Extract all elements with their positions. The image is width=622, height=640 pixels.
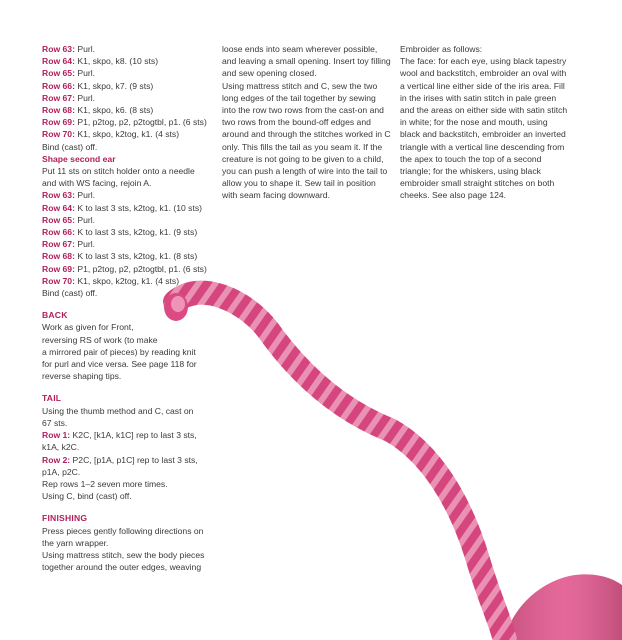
row-line: Row 67: Purl. [42,92,96,103]
row-line: Row 69: P1, p2tog, p2, p2togtbl, p1. (6 sts) [42,263,207,274]
column3-line: The face: for each eye, using black tapestry [400,56,567,67]
column-1 [42,43,214,573]
column2-line: long edges of the tail together by sewing [222,92,376,103]
row-line: Bind (cast) off. [42,288,98,299]
back-line: Work as given for Front, [42,322,134,333]
column-2 [222,43,394,202]
column2-line: and leaving a small opening. Insert toy filling [222,56,391,67]
tail-line: p1A, p2C. [42,466,81,477]
column2-line: Using mattress stitch and C, sew the two [222,80,378,91]
column3-line: a vertical line either side of the iris area. Fill [400,80,565,91]
tail-heading: TAIL [42,393,62,404]
row-line: Row 70: K1, skpo, k2tog, k1. (4 sts) [42,129,180,140]
column3-line: wool and backstitch, embroider an oval with [400,68,567,79]
column2-line: into the row two rows from the cast-on and [222,105,384,116]
column3-line: the apex to touch the top of a second [400,153,542,164]
first-ear-rows [42,43,214,153]
row-line: Row 65: Purl. [42,214,96,225]
back-line: reversing RS of work (to make [42,334,158,345]
column2-line: creature is not going to be given to a child, [222,153,384,164]
column3-line: in white; for the nose and mouth, using [400,117,548,128]
column3-line: embroider small straight stitches on both [400,178,555,189]
column2-line: around and through the stitches worked in C [222,129,391,140]
column3-line: Embroider as follows: [400,44,483,54]
column3-line: triangle; for the whiskers, using black [400,166,541,177]
column2-line: you can push a length of wire into the tail to [222,166,388,177]
finishing-line: the yarn wrapper. [42,537,109,548]
shape-text-line: Put 11 sts on stitch holder onto a needle [42,166,195,177]
tail-line: Using the thumb method and C, cast on [42,405,194,416]
column3-line: triangle with a vertical line descending from [400,141,565,152]
finishing-line: together around the outer edges, weaving [42,562,202,573]
row-line: Row 66: K to last 3 sts, k2tog, k1. (9 sts) [42,227,198,238]
tail-row-line: Row 2: P2C, [p1A, p1C] rep to last 3 sts, [42,454,198,465]
column3-line: black and backstitch, embroider an inverted [400,129,566,140]
finishing-line: Using mattress stitch, sew the body pieces [42,549,205,560]
back-line: for purl and vice versa. See page 118 for [42,359,197,370]
row-line: Row 69: P1, p2tog, p2, p2togtbl, p1. (6 sts) [42,117,207,128]
back-line: a mirrored pair of pieces) by reading knit [42,346,196,357]
row-line: Row 66: K1, skpo, k7. (9 sts) [42,80,154,91]
shape-text-line: and with WS facing, rejoin A. [42,178,152,189]
column2-line: loose ends into seam wherever possible, [222,44,378,54]
row-line: Row 65: Purl. [42,68,96,79]
row-line: Row 68: K to last 3 sts, k2tog, k1. (8 sts) [42,251,198,262]
tail-line: k1A, k2C. [42,442,80,453]
tail-line: Rep rows 1–2 seven more times. [42,478,168,489]
tail-row-line: Row 1: K2C, [k1A, k1C] rep to last 3 sts, [42,430,197,441]
row-line: Row 63: Purl. [42,190,96,201]
back-heading: BACK [42,310,68,321]
row-line: Row 64: K1, skpo, k8. (10 sts) [42,56,159,67]
column2-line: and sew opening closed. [222,68,317,79]
row-line: Row 67: Purl. [42,239,96,250]
column2-line: with seam facing downward. [222,190,330,201]
row-line: Row 70: K1, skpo, k2tog, k1. (4 sts) [42,275,180,286]
tail-line: 67 sts. [42,417,68,428]
row-line: Bind (cast) off. [42,141,98,152]
finishing-line: Press pieces gently following directions on [42,525,204,536]
row-line: Row 64: K to last 3 sts, k2tog, k1. (10 sts) [42,202,203,213]
shape-second-ear-heading: Shape second ear [42,153,116,164]
second-ear-rows [42,189,214,299]
column2-line: two rows from the bound-off edges and [222,117,371,128]
column3-line: and the areas on either side with satin stitch [400,105,568,116]
row-line: Row 68: K1, skpo, k6. (8 sts) [42,105,154,116]
column2-line: allow you to shape it. Sew tail in position [222,178,376,189]
tail-line: Using C, bind (cast) off. [42,491,132,502]
row-line: Row 63: Purl. [42,44,96,54]
column3-line: cheeks. See also page 124. [400,190,507,201]
column2-line: only. This fills the tail as you seam it. If the [222,141,383,152]
back-line: reverse shaping tips. [42,371,122,382]
column-3 [400,43,576,202]
column3-line: in the irises with satin stitch in pale green [400,92,557,103]
finishing-heading: FINISHING [42,513,88,524]
